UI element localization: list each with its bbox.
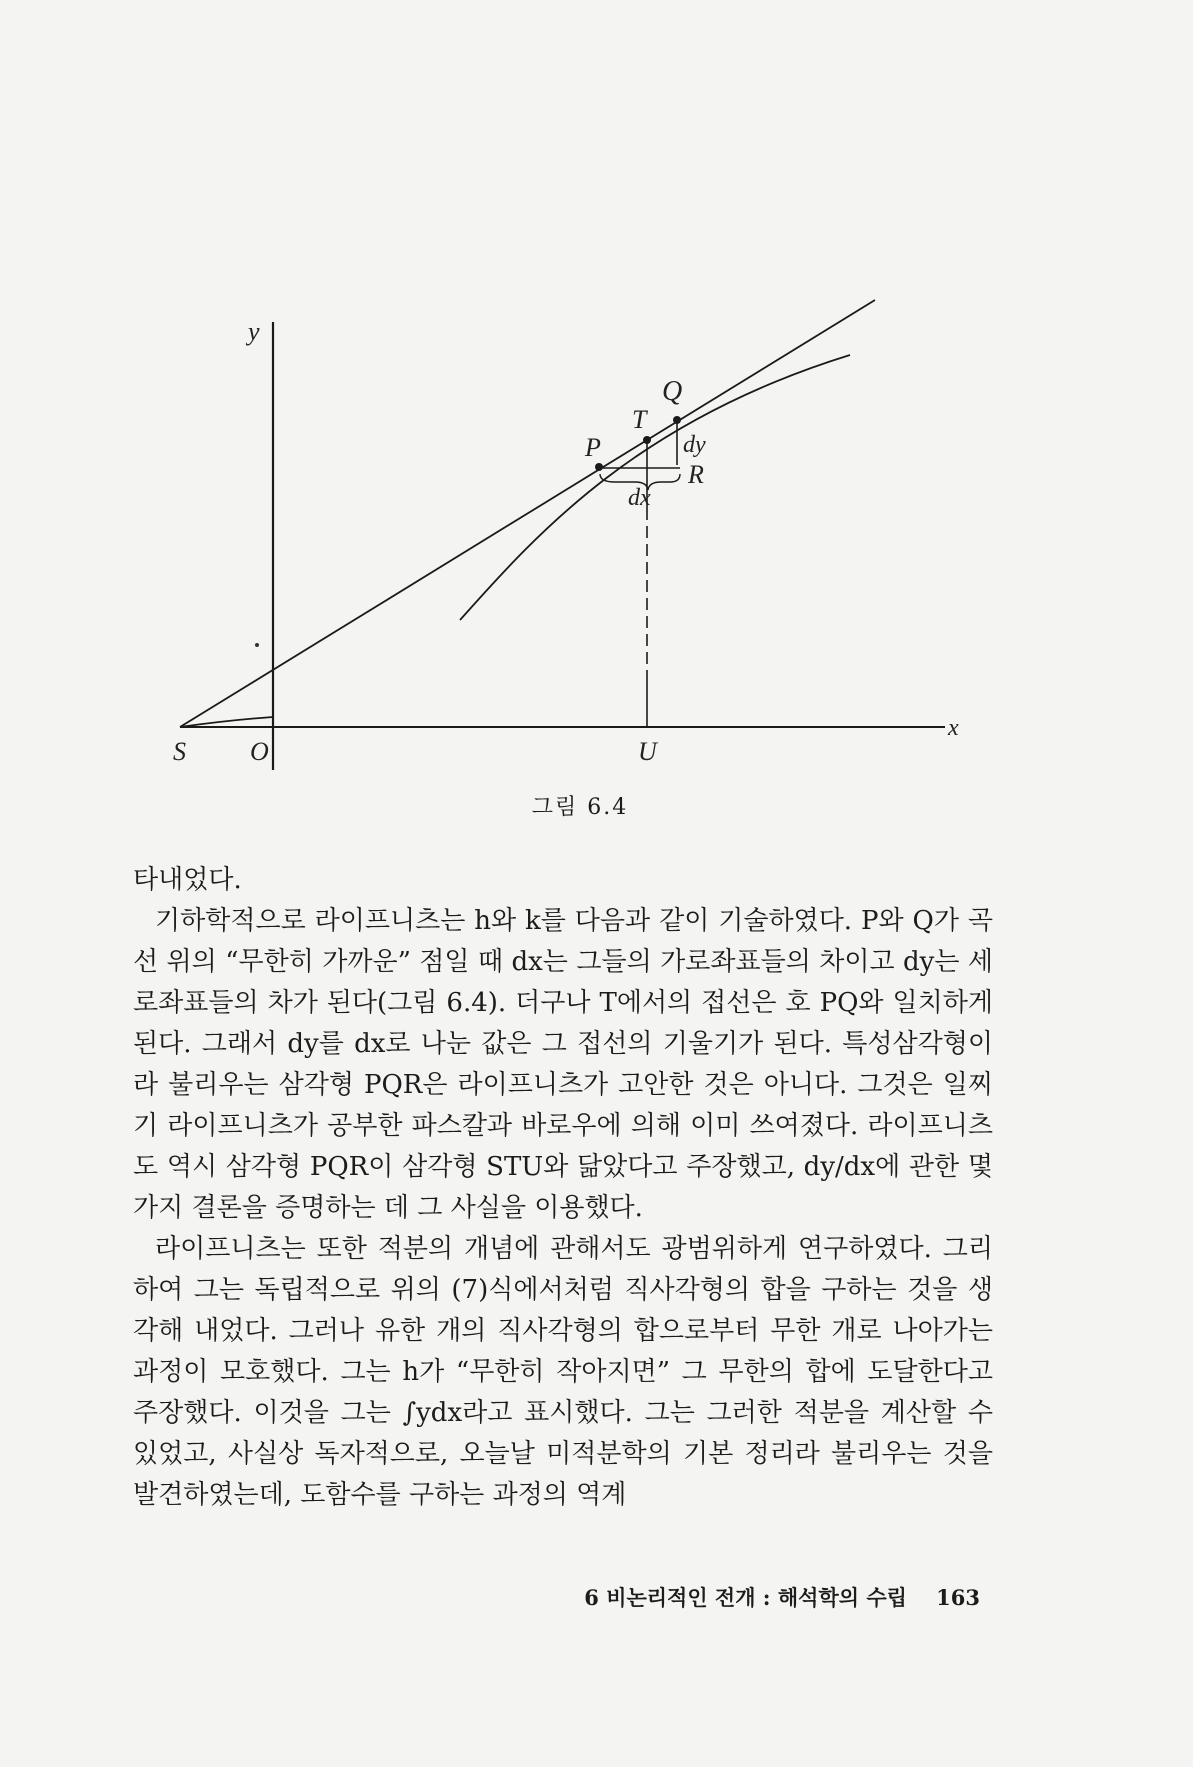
label-o: O [250, 737, 269, 766]
figure-6-4 [0, 0, 1193, 800]
tangent-line [180, 300, 875, 727]
point-q [673, 416, 681, 424]
page-footer [540, 1582, 980, 1612]
label-x: x [948, 715, 959, 741]
paragraph-continuation: 타내었다. [133, 865, 242, 895]
running-title: 6 비논리적인 전개 : 해석학의 수립 [584, 1585, 907, 1610]
page-number: 163 [936, 1585, 980, 1610]
label-dy: dy [683, 432, 706, 458]
label-p: P [585, 433, 601, 462]
paragraph-integral: 라이프니츠는 또한 적분의 개념에 관해서도 광범위하게 연구하였다. 그리하여 그는 독립적으로 위의 (7)식에서처럼 직사각형의 합을 구하는 것을 생각해 내었다. 그러나 유한 개의 직사각형의 합으로부터 무한 개로 나아가는 과정이 모호했다. 그는 h가 “무한히 작아지면” 그 무한의 합에 도달한다고 주장했다. 이것을 그는 ∫ydx라고 표시했다. 그는 그러한 적분을 계산할 수 있었고, 사실상 독자적으로, 오늘날 미적분학의 기본 정리라 불리우는 것을 발견하였는데, 도함수를 구하는 과정의 역계 [133, 1234, 993, 1510]
label-u: U [638, 737, 657, 766]
curve-upper [460, 355, 850, 620]
label-r: R [688, 460, 704, 489]
point-p [595, 463, 603, 471]
label-t: T [632, 405, 647, 434]
label-s: S [173, 737, 186, 766]
label-q: Q [662, 376, 683, 407]
figure-caption: 그림 6.4 [531, 795, 629, 820]
body-text [133, 860, 993, 1516]
point-t [643, 436, 651, 444]
label-y: y [248, 317, 260, 346]
label-dx: dx [628, 485, 651, 511]
paragraph-geometric: 기하학적으로 라이프니츠는 h와 k를 다음과 같이 기술하였다. P와 Q가 곡선 위의 “무한히 가까운” 점일 때 dx는 그들의 가로좌표들의 차이고 dy는 세로좌표들의 차가 된다(그림 6.4). 더구나 T에서의 접선은 호 PQ와 일치하게 된다. 그래서 dy를 dx로 나눈 값은 그 접선의 기울기가 된다. 특성삼각형이라 불리우는 삼각형 PQR은 라이프니츠가 고안한 것은 아니다. 그것은 일찌기 라이프니츠가 공부한 파스칼과 바로우에 의해 이미 쓰여졌다. 라이프니츠도 역시 삼각형 PQR이 삼각형 STU와 닮았다고 주장했고, dy/dx에 관한 몇 가지 결론을 증명하는 데 그 사실을 이용했다. [133, 906, 993, 1223]
